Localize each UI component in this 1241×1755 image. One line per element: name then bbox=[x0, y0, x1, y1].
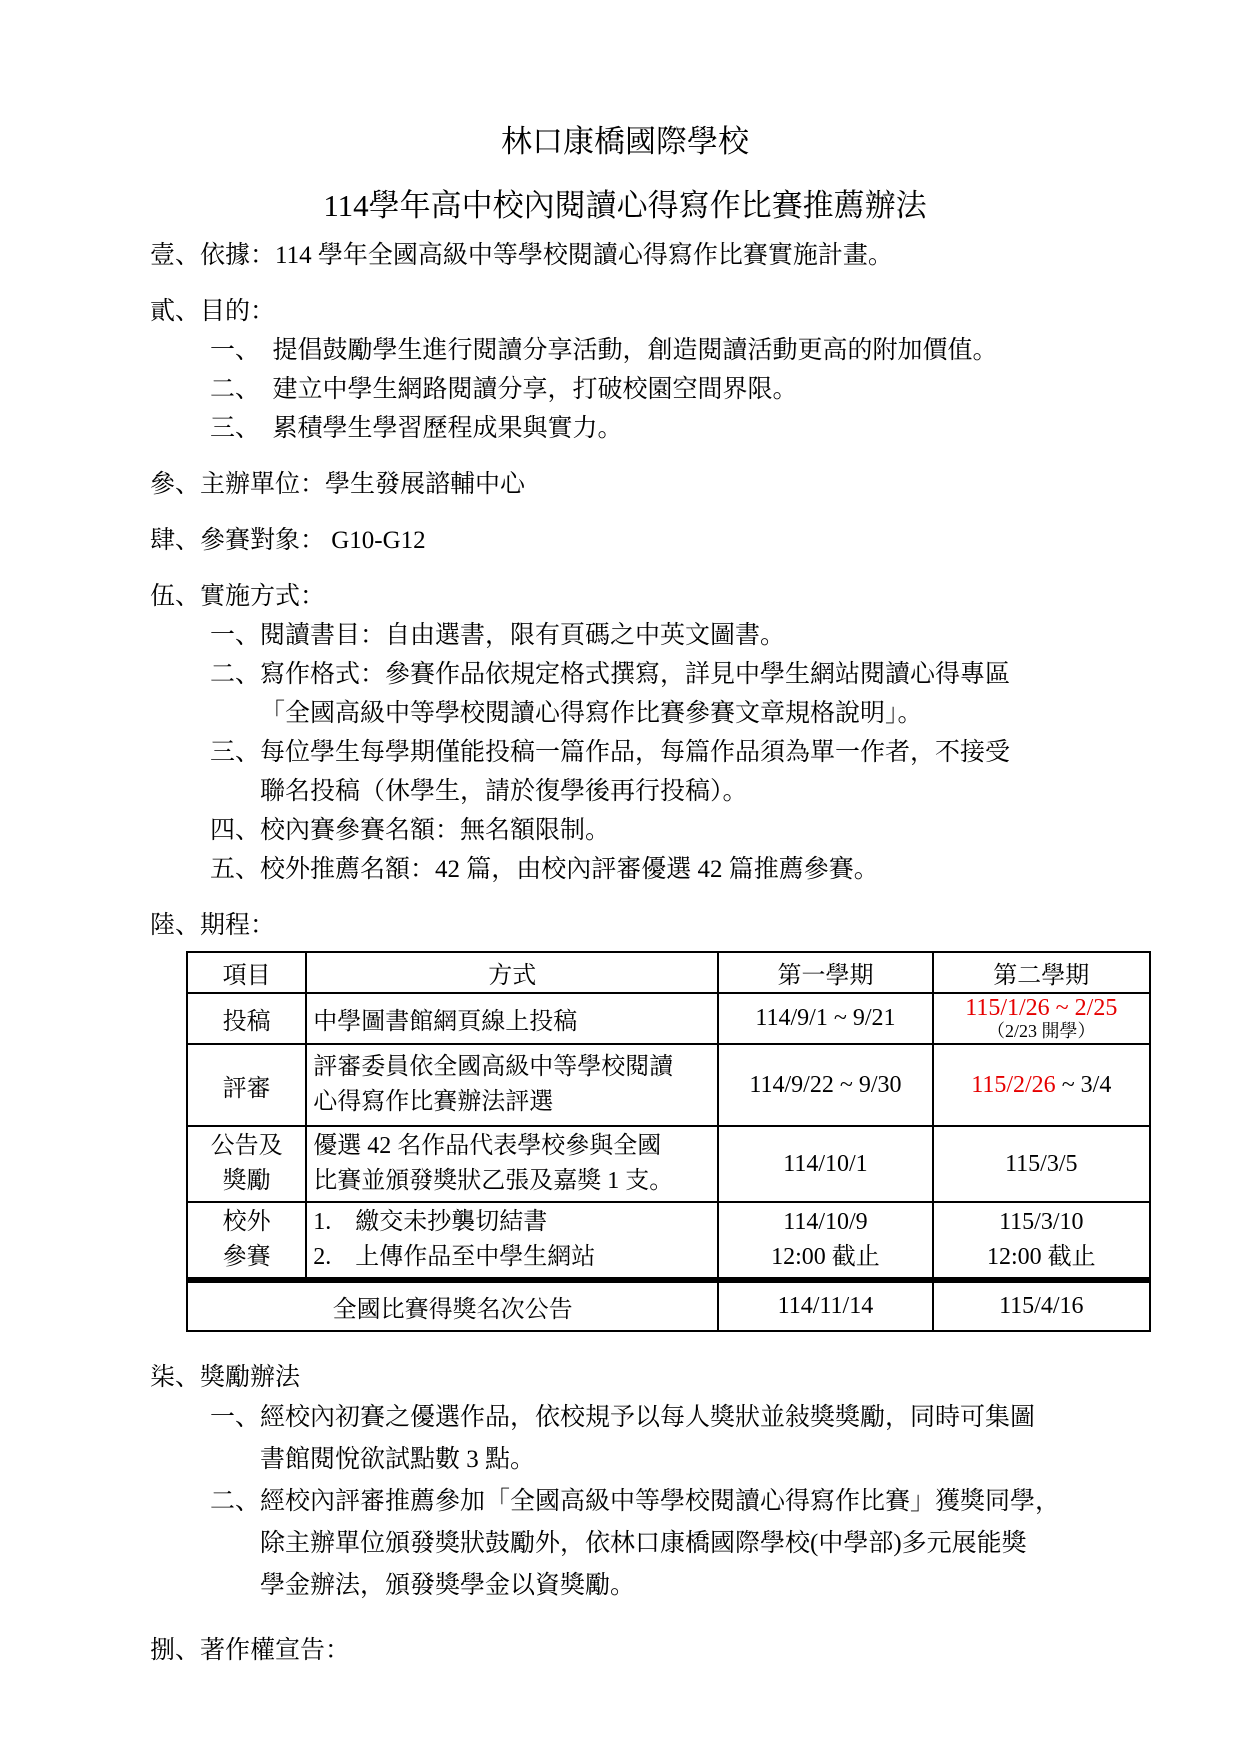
header-method: 方式 bbox=[306, 952, 718, 993]
submit-sem2-date: 115/1/26 ~ 2/25 bbox=[965, 995, 1118, 1021]
schedule-table bbox=[186, 951, 1151, 1332]
method-item-4: 四、校內賽參賽名額：無名額限制。 bbox=[210, 817, 611, 844]
submit-sem2-cell bbox=[933, 993, 1150, 1044]
method-item-5: 五、校外推薦名額：42 篇，由校內評審優選 42 篇推薦參賽。 bbox=[210, 856, 879, 883]
section-awards-label: 柒、獎勵辦法 bbox=[150, 1364, 301, 1391]
awards-item-1-line-2: 書館閱悅欲試點數 3 點。 bbox=[260, 1446, 536, 1473]
header-sem1: 第一學期 bbox=[718, 952, 932, 993]
submit-item-cell: 投稿 bbox=[187, 993, 306, 1044]
external-sem2-line-1: 115/3/10 bbox=[999, 1209, 1084, 1235]
review-sem2-date-red: 115/2/26 bbox=[971, 1071, 1056, 1098]
final-sem1-cell: 114/11/14 bbox=[718, 1280, 932, 1331]
external-item-cell bbox=[187, 1202, 306, 1280]
doc-title: 114學年高中校內閱讀心得寫作比賽推薦辦法 bbox=[323, 188, 927, 223]
review-sem2-date-rest: ~ 3/4 bbox=[1055, 1071, 1112, 1098]
school-title: 林口康橋國際學校 bbox=[501, 124, 749, 159]
method-item-1: 一、閱讀書目：自由選書，限有頁碼之中英文圖書。 bbox=[210, 622, 786, 649]
review-sem2-cell bbox=[933, 1044, 1150, 1126]
final-sem2-cell: 115/4/16 bbox=[933, 1280, 1150, 1331]
section-awards-items bbox=[210, 1397, 1151, 1607]
submit-sem1-cell: 114/9/1 ~ 9/21 bbox=[718, 993, 932, 1044]
section-organizer: 參、主辦單位：學生發展諮輔中心 bbox=[150, 471, 526, 498]
announce-sem2-cell: 115/3/5 bbox=[933, 1126, 1150, 1202]
awards-item-2-line-1: 二、經校內評審推薦參加「全國高級中等學校閱讀心得寫作比賽」獲獎同學， bbox=[210, 1488, 1061, 1515]
external-sem2-line-2: 12:00 截止 bbox=[986, 1244, 1096, 1270]
announce-method-cell bbox=[306, 1126, 718, 1202]
external-sem1-cell bbox=[718, 1202, 932, 1280]
external-sem2-cell bbox=[933, 1202, 1150, 1280]
submit-sem2-note: （2/23 開學） bbox=[987, 1021, 1096, 1041]
section-schedule-label: 陸、期程： bbox=[150, 912, 276, 939]
external-method-line-1: 1. 繳交未抄襲切結書 bbox=[313, 1209, 548, 1235]
section-basis: 壹、依據：114 學年全國高級中等學校閱讀心得寫作比賽實施計畫。 bbox=[150, 242, 893, 269]
header-item: 項目 bbox=[187, 952, 306, 993]
section-participants: 肆、參賽對象： G10-G12 bbox=[150, 527, 426, 554]
submit-method-cell: 中學圖書館網頁線上投稿 bbox=[306, 993, 718, 1044]
section-method-label: 伍、實施方式： bbox=[150, 583, 326, 610]
review-item-cell: 評審 bbox=[187, 1044, 306, 1126]
awards-item-2-line-3: 學金辦法，頒發獎學金以資獎勵。 bbox=[260, 1572, 636, 1599]
review-method-line-1: 評審委員依全國高級中等學校閱讀 bbox=[313, 1054, 674, 1080]
announce-item-line-2: 獎勵 bbox=[222, 1168, 271, 1194]
external-item-line-2: 參賽 bbox=[222, 1244, 271, 1270]
external-sem1-line-2: 12:00 截止 bbox=[771, 1244, 880, 1270]
section-purpose-label: 貳、目的： bbox=[150, 298, 276, 325]
section-copyright-label: 捌、著作權宣告： bbox=[150, 1637, 351, 1664]
method-item-2-line-2: 「全國高級中等學校閱讀心得寫作比賽參賽文章規格說明」。 bbox=[260, 700, 923, 727]
purpose-item-1: 一、 提倡鼓勵學生進行閱讀分享活動，創造閱讀活動更高的附加價值。 bbox=[210, 337, 998, 364]
purpose-item-2: 二、 建立中學生網路閱讀分享，打破校園空間界限。 bbox=[210, 376, 798, 403]
awards-item-1-line-1: 一、經校內初賽之優選作品，依校規予以每人獎狀並敍獎獎勵，同時可集圖 bbox=[210, 1404, 1036, 1431]
announce-method-line-1: 優選 42 名作品代表學校參與全國 bbox=[313, 1133, 662, 1159]
purpose-item-3: 三、 累積學生學習歷程成果與實力。 bbox=[210, 415, 623, 442]
section-purpose-items bbox=[210, 331, 1151, 448]
awards-item-2-line-2: 除主辦單位頒發獎狀鼓勵外，依林口康橋國際學校(中學部)多元展能獎 bbox=[260, 1530, 1027, 1557]
section-method-items bbox=[210, 616, 1151, 889]
final-merged-cell: 全國比賽得獎名次公告 bbox=[187, 1280, 718, 1331]
announce-item-line-1: 公告及 bbox=[210, 1133, 283, 1159]
table-row-external bbox=[187, 1202, 1150, 1280]
table-row-final bbox=[187, 1280, 1150, 1331]
announce-sem1-cell: 114/10/1 bbox=[718, 1126, 932, 1202]
external-method-line-2: 2. 上傳作品至中學生網站 bbox=[313, 1244, 596, 1270]
announce-item-cell bbox=[187, 1126, 306, 1202]
announce-method-line-2: 比賽並頒發獎狀乙張及嘉獎 1 支。 bbox=[313, 1168, 674, 1194]
header-sem2: 第二學期 bbox=[933, 952, 1150, 993]
review-method-line-2: 心得寫作比賽辦法評選 bbox=[313, 1089, 554, 1115]
review-method-cell bbox=[306, 1044, 718, 1126]
review-sem1-cell: 114/9/22 ~ 9/30 bbox=[718, 1044, 932, 1126]
table-row-review bbox=[187, 1044, 1150, 1126]
method-item-2-line-1: 二、寫作格式：參賽作品依規定格式撰寫，詳見中學生網站閱讀心得專區 bbox=[210, 661, 1011, 688]
method-item-3-line-2: 聯名投稿（休學生，請於復學後再行投稿）。 bbox=[260, 778, 748, 805]
table-row-announce bbox=[187, 1126, 1150, 1202]
external-sem1-line-1: 114/10/9 bbox=[783, 1209, 868, 1235]
table-header-row bbox=[187, 952, 1150, 993]
method-item-3-line-1: 三、每位學生每學期僅能投稿一篇作品，每篇作品須為單一作者，不接受 bbox=[210, 739, 1011, 766]
table-row-submit bbox=[187, 993, 1150, 1044]
external-method-cell bbox=[306, 1202, 718, 1280]
external-item-line-1: 校外 bbox=[222, 1209, 271, 1235]
